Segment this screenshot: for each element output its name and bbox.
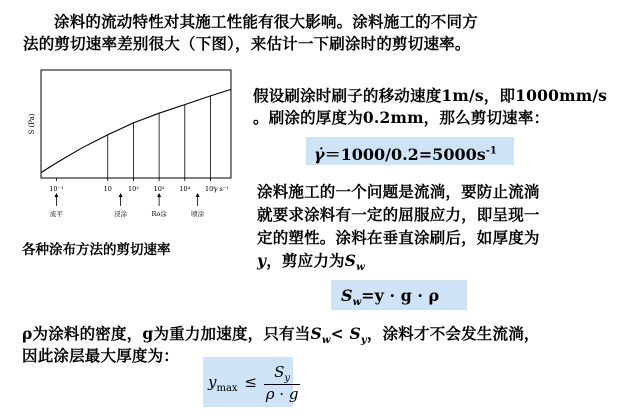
chart-x-tick-label-5: 10⁴	[179, 185, 191, 193]
chart-x-tick-label-1: 10⁻¹	[49, 185, 64, 193]
eq2-rest: =y · g · ρ	[361, 286, 440, 305]
brush-line-1: 假设刷涂时刷子的移动速度1m/s，即1000mm/s	[253, 86, 608, 105]
density-s-y-sub: y	[360, 335, 367, 347]
eq3-fraction	[264, 363, 301, 403]
chart-caption: 各种涂布方法的剪切速率	[22, 242, 171, 258]
intro-line-1: 涂料的流动特性对其施工性能有很大影响。涂料施工的不同方	[54, 12, 478, 31]
thickness-symbol: y	[257, 251, 267, 270]
density-line-1-a: ρ为涂料的密度，g为重力加速度，只有当	[22, 324, 311, 343]
eq3-den: ρ · g	[265, 385, 299, 403]
equation-shear-rate	[306, 137, 514, 165]
density-line-1-b: ，涂料才不会发生流淌，	[366, 324, 540, 343]
chart-x-tick-label-2: 10	[103, 185, 112, 193]
eq3-le: ≤	[244, 373, 257, 391]
chart-x-axis-label: γ s⁻¹	[213, 185, 229, 193]
flow-line-1: 涂料施工的一个问题是流淌，要防止流淌	[257, 182, 540, 201]
eq3-y: y	[208, 373, 217, 391]
eq3-sub: max	[216, 383, 238, 394]
density-s-w-sub: w	[321, 335, 331, 347]
shear-rate-chart	[26, 66, 238, 240]
density-line-1	[22, 322, 540, 346]
density-less-than: <	[330, 324, 350, 343]
density-line-2: 因此涂层最大厚度为：	[22, 346, 180, 365]
flow-line-3: 定的塑性。涂料在垂直涂刷后，如厚度为	[257, 228, 540, 247]
eq3-num-s: S	[274, 363, 285, 381]
gamma-dot-symbol: γ̇	[314, 145, 325, 164]
shear-stress-symbol: S	[344, 251, 357, 270]
brush-line-2: 。刷涂的厚度为0.2mm，那么剪切速率：	[253, 108, 550, 127]
chart-x-tick-label-4: 10³	[153, 185, 165, 193]
density-s-w: S	[310, 324, 322, 343]
chart-y-axis-label: S (Pa)	[28, 113, 36, 135]
equation-shear-stress	[331, 280, 467, 310]
density-s-y: S	[349, 324, 361, 343]
flow-line-4-text: ，剪应力为	[266, 251, 345, 270]
shear-stress-subscript: w	[356, 262, 365, 274]
chart-x-tick-label-6: 10⁵	[205, 185, 216, 193]
equation-shear-rate-exponent: -1	[485, 145, 497, 157]
chart-method-label-2: 浸涂	[114, 210, 128, 218]
equation-max-thickness	[203, 357, 299, 407]
chart-method-label-4: 喷涂	[191, 210, 205, 218]
chart-x-tick-label-3: 10²	[127, 185, 139, 193]
chart-method-label-1: 流平	[49, 210, 63, 218]
eq3-num-sub: y	[284, 373, 291, 384]
chart-method-label-3: Ro涂	[151, 210, 167, 218]
eq2-subscript: w	[352, 297, 362, 309]
equation-shear-rate-value: ＝1000/0.2=5000s	[324, 145, 486, 164]
eq2-s-symbol: S	[341, 286, 353, 305]
flow-line-4	[257, 249, 365, 273]
flow-line-2: 就要求涂料有一定的屈服应力，即呈现一	[257, 205, 540, 224]
intro-line-2: 法的剪切速率差别很大（下图），来估计一下刷涂时的剪切速率。	[23, 34, 471, 53]
